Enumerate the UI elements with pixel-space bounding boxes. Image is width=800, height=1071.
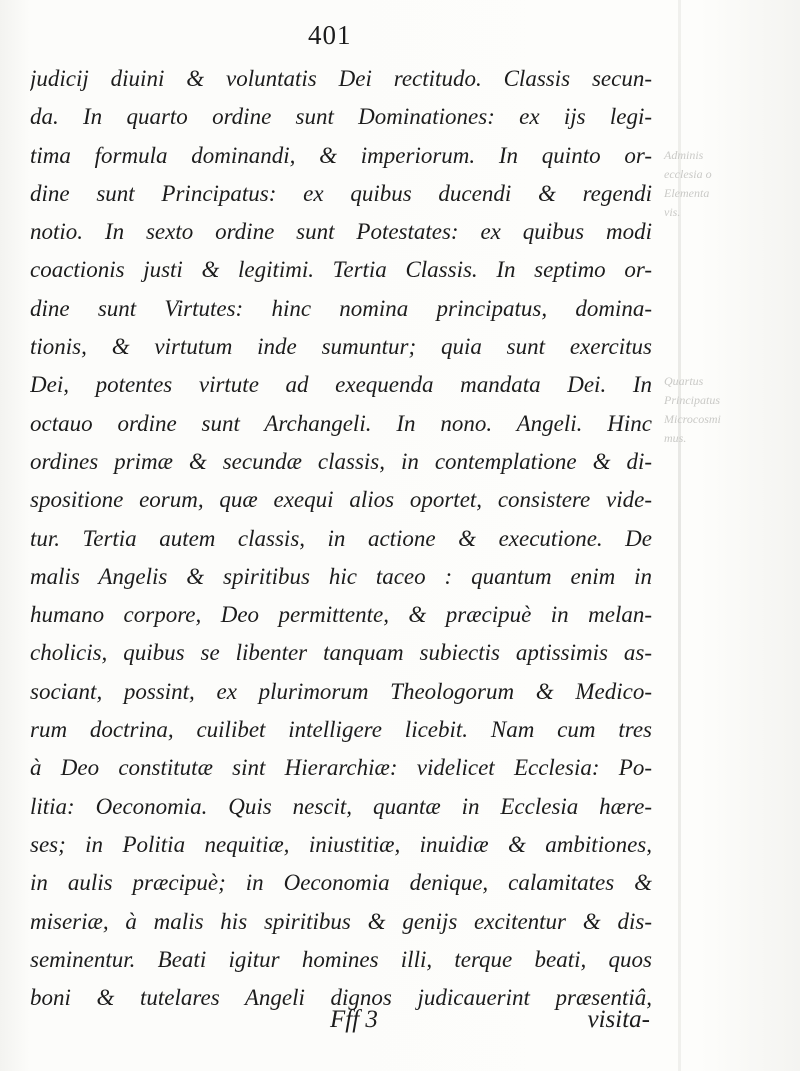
text-line: boni & tutelares Angeli dignos judicauerint præsentiâ, (30, 985, 652, 1011)
margin-note: Elementa (664, 186, 710, 200)
margin-note: vis. (664, 205, 681, 219)
margin-note-group (664, 372, 800, 448)
margin-note: Quartus (664, 374, 704, 388)
text-line: rum doctrina, cuilibet intelligere licebit. Nam cum tres (30, 717, 652, 743)
page-number: 401 (308, 20, 352, 50)
text-line: tur. Tertia autem classis, in actione & executione. De (30, 525, 652, 551)
text-line: dine sunt Virtutes: hinc nomina principatus, domina- (30, 295, 652, 321)
margin-note: Principatus (664, 393, 720, 407)
text-line: coactionis justi & legitimi. Tertia Classis. In septimo or- (30, 257, 652, 283)
text-line: miseriæ, à malis his spiritibus & genijs excitentur & dis- (30, 908, 652, 934)
text-line: Dei, potentes virtute ad exequenda mandata Dei. In (30, 372, 652, 398)
text-line: notio. In sexto ordine sunt Potestates: ex quibus modi (30, 219, 652, 245)
margin-note: Adminis (664, 148, 704, 162)
margin-note: Microcosmi (664, 412, 721, 426)
text-line: litia: Oeconomia. Quis nescit, quantæ in Ecclesia hære- (30, 793, 652, 819)
text-line: humano corpore, Deo permittente, & præcipuè in melan- (30, 602, 652, 628)
text-line: tima formula dominandi, & imperiorum. In quinto or- (30, 142, 652, 168)
text-line: spositione eorum, quæ exequi alios oportet, consistere vide- (30, 487, 652, 513)
text-line: à Deo constitutæ sint Hierarchiæ: videlicet Ecclesia: Po- (30, 755, 652, 781)
text-line: seminentur. Beati igitur homines illi, terque beati, quos (30, 946, 652, 972)
catchword: visita- (587, 1006, 650, 1033)
margin-note: ecclesia o (664, 167, 712, 181)
text-line: ordines primæ & secundæ classis, in contemplatione & di- (30, 448, 652, 474)
text-line: sociant, possint, ex plurimorum Theologorum & Medico- (30, 678, 652, 704)
text-line: in aulis præcipuè; in Oeconomia denique, calamitates & (30, 870, 652, 896)
body-text (30, 60, 652, 1017)
text-line: dine sunt Principatus: ex quibus ducendi & regendi (30, 180, 652, 206)
text-line: da. In quarto ordine sunt Dominationes: ex ijs legi- (30, 104, 652, 130)
text-line: judicij diuini & voluntatis Dei rectitudo. Classis secun- (30, 66, 652, 91)
margin-note: mus. (664, 431, 687, 445)
signature-mark: Fff 3 (330, 1006, 378, 1033)
text-line: octauo ordine sunt Archangeli. In nono. Angeli. Hinc (30, 410, 652, 436)
margin-note-group (664, 146, 800, 222)
text-line: malis Angelis & spiritibus hic taceo : quantum enim in (30, 563, 652, 589)
bleed-through-margin-notes (664, 146, 800, 598)
text-line: cholicis, quibus se libenter tanquam subiectis aptissimis as- (30, 640, 652, 666)
text-line: tionis, & virtutum inde sumuntur; quia sunt exercitus (30, 334, 652, 360)
text-line: ses; in Politia nequitiæ, iniustitiæ, inuidiæ & ambitiones, (30, 831, 652, 857)
